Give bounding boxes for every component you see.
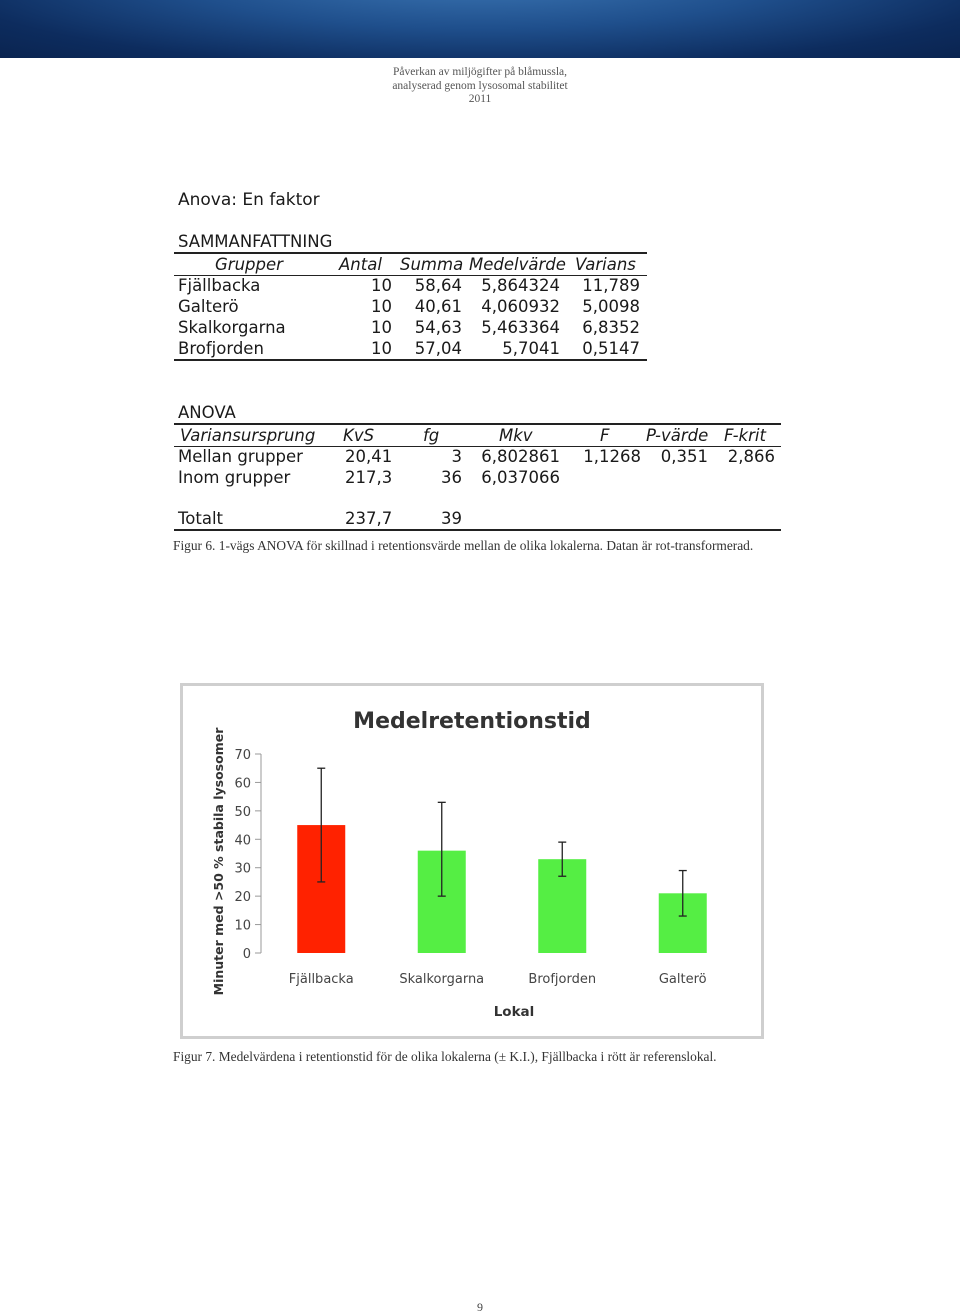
anova-cell: 1,1268 (583, 447, 641, 466)
anova-heading: ANOVA (178, 403, 236, 422)
summary-bottom-rule (174, 359, 647, 361)
anova-top-rule (174, 423, 781, 425)
anova-total-label: Totalt (178, 509, 224, 528)
x-tick-label: Galterö (658, 972, 707, 987)
summary-col-header: Grupper (215, 255, 283, 274)
summary-row-label: Skalkorgarna (178, 318, 286, 337)
x-tick-label: Fjällbacka (288, 972, 354, 987)
anova-bottom-rule (174, 529, 781, 531)
summary-cell: 10 (371, 318, 392, 337)
x-tick-label: Skalkorgarna (399, 972, 485, 987)
header-banner (0, 0, 960, 58)
y-axis-label: Minuter med >50 % stabila lysosomer (211, 727, 226, 996)
summary-cell: 57,04 (414, 339, 462, 358)
summary-top-rule (174, 252, 647, 254)
summary-cell: 40,61 (414, 297, 462, 316)
running-head-subtitle: analyserad genom lysosomal stabilitet (392, 79, 568, 92)
anova-col-header: F (600, 426, 610, 445)
anova-cell: 20,41 (345, 447, 393, 466)
bar-chart (183, 686, 761, 1036)
summary-col-header: Summa (400, 255, 464, 274)
y-tick-label: 70 (234, 748, 251, 763)
anova-cell: 2,866 (727, 447, 775, 466)
anova-row-label: Mellan grupper (178, 447, 303, 466)
figure-7-caption: Figur 7. Medelvärdena i retentionstid för de olika lokalerna (± K.I.), Fjällbacka i rött är referenslokal. (173, 1049, 717, 1064)
running-head (0, 66, 960, 107)
y-tick-label: 60 (234, 776, 251, 792)
running-head-year: 2011 (468, 93, 492, 105)
anova-title: Anova: En faktor (178, 190, 320, 210)
y-tick-label: 0 (242, 947, 251, 962)
summary-cell: 10 (371, 276, 392, 295)
summary-cell: 10 (371, 339, 392, 358)
anova-cell: 217,3 (345, 468, 393, 487)
summary-cell: 54,63 (414, 318, 462, 337)
summary-cell: 5,7041 (502, 339, 560, 358)
summary-cell: 0,5147 (582, 339, 640, 358)
anova-cell: 0,351 (660, 447, 708, 466)
anova-cell: 36 (441, 468, 462, 487)
y-tick-label: 20 (234, 890, 251, 906)
y-tick-label: 40 (234, 833, 251, 849)
chart-title: Medelretentionstid (353, 709, 591, 734)
summary-cell: 5,864324 (481, 276, 560, 295)
y-tick-label: 50 (234, 804, 251, 820)
y-tick-label: 30 (234, 861, 251, 877)
anova-col-header: F-krit (724, 426, 766, 445)
summary-cell: 11,789 (582, 276, 640, 295)
summary-heading: SAMMANFATTNING (178, 232, 333, 251)
summary-row-label: Galterö (178, 297, 239, 316)
anova-total-fg: 39 (441, 509, 462, 528)
anova-col-header: Variansursprung (180, 426, 316, 445)
anova-cell: 6,037066 (481, 468, 560, 487)
anova-cell: 3 (451, 447, 462, 466)
anova-col-header: Mkv (499, 426, 533, 445)
summary-cell: 58,64 (414, 276, 462, 295)
figure-6-caption: Figur 6. 1-vägs ANOVA för skillnad i retentionsvärde mellan de olika lokalerna. Datan är rot-transformerad. (173, 538, 754, 553)
x-tick-label: Brofjorden (528, 972, 597, 987)
summary-cell: 5,463364 (481, 318, 560, 337)
summary-col-header: Varians (575, 255, 636, 274)
anova-col-header: P-värde (646, 426, 709, 445)
summary-cell: 4,060932 (481, 297, 560, 316)
x-axis-label: Lokal (493, 1004, 535, 1020)
running-head-title: Påverkan av miljögifter på blåmussla, (392, 66, 568, 78)
summary-col-header: Antal (339, 255, 382, 274)
summary-row-label: Brofjorden (178, 339, 264, 358)
anova-row-label: Inom grupper (178, 468, 291, 487)
page-number: 9 (477, 1300, 483, 1314)
summary-cell: 5,0098 (582, 297, 640, 316)
summary-cell: 10 (371, 297, 392, 316)
anova-col-header: fg (423, 426, 440, 445)
anova-cell: 6,802861 (481, 447, 560, 466)
y-tick-label: 10 (234, 918, 251, 934)
summary-col-header: Medelvärde (469, 255, 566, 274)
summary-cell: 6,8352 (582, 318, 640, 337)
summary-row-label: Fjällbacka (178, 276, 261, 295)
anova-col-header: KvS (343, 426, 375, 445)
anova-total-kvs: 237,7 (345, 509, 393, 528)
chart-frame (180, 683, 764, 1039)
